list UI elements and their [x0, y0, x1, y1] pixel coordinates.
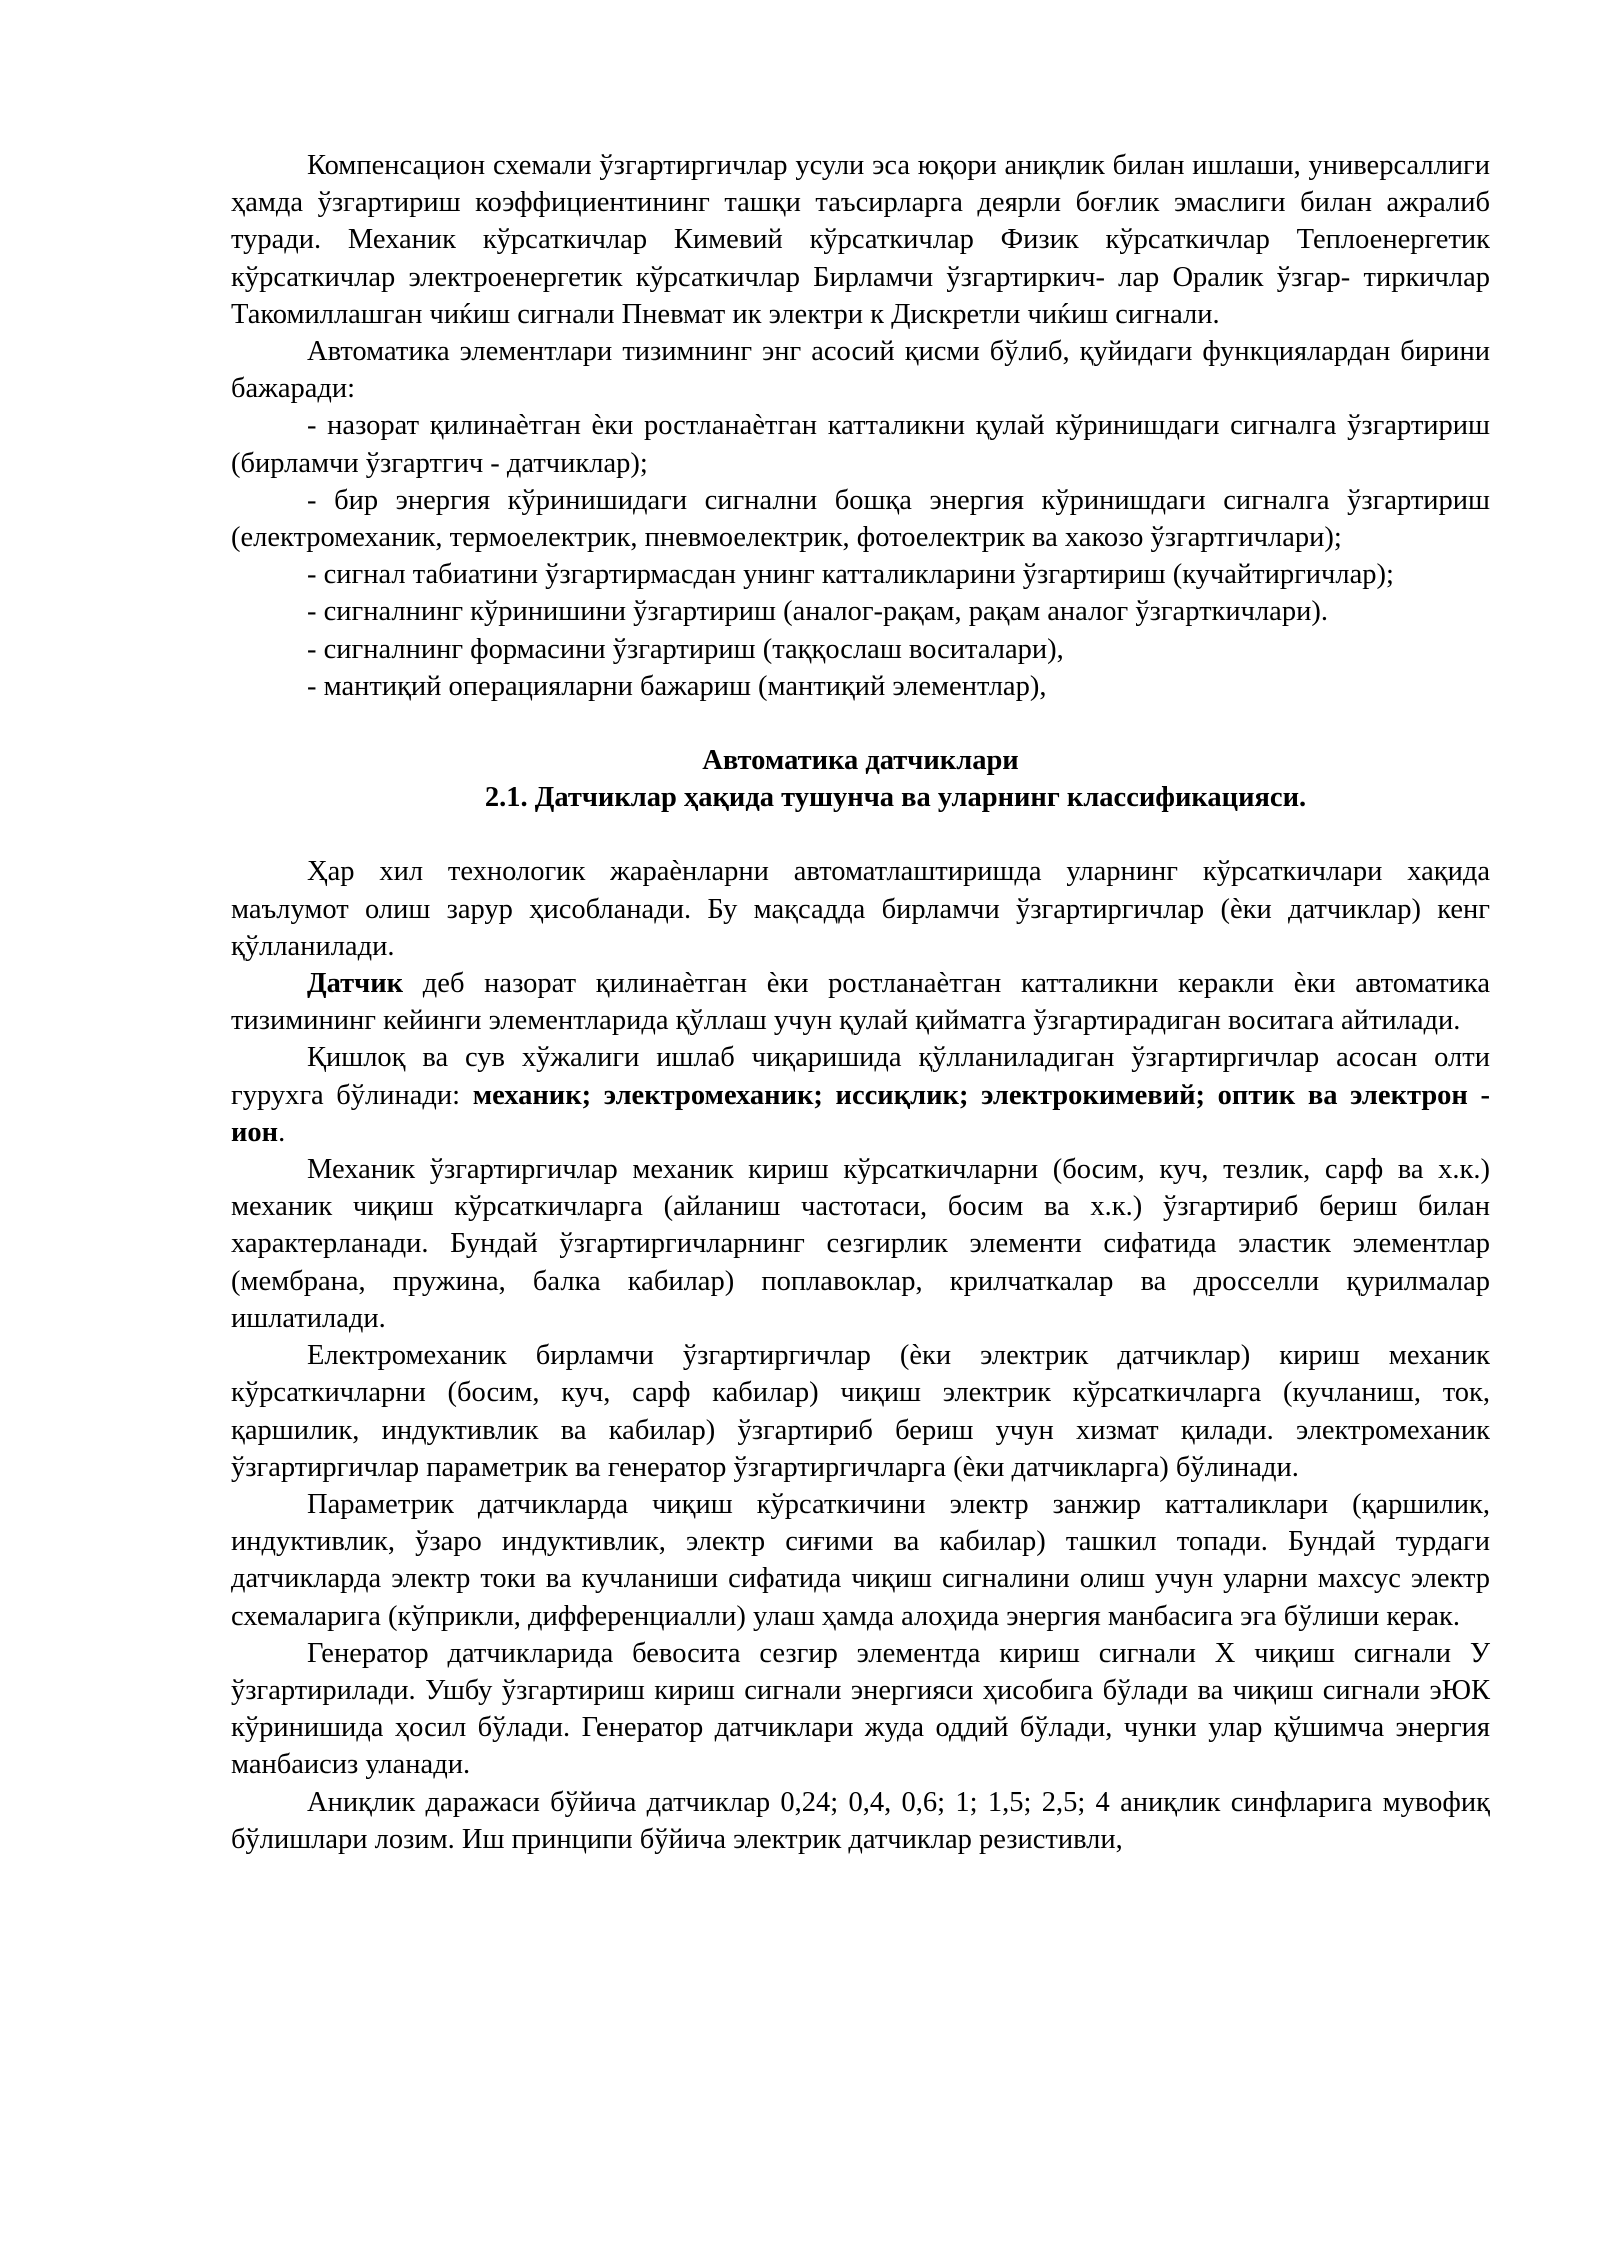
- paragraph: Параметрик датчикларда чиқиш кўрсаткичини электр занжир катталиклари (қаршилик, индуктивлик, ўзаро индуктивлик, электр сиғими ва кабилар) ташкил топади. Бундай турдаги датчикларда электр токи ва кучланиши сифатида чиқиш сигналини олиш учун уларни махсус электр схемаларига (кўприкли, дифференциалли) улаш ҳамда алоҳида энергия манбасига эга бўлиши керак.: [231, 1488, 1490, 1632]
- paragraph: Електромеханик бирламчи ўзгартиргичлар (ѐки электрик датчиклар) кириш механик кўрсаткичларни (босим, куч, сарф кабилар) чиқиш электрик кўрсаткичларга (кучланиш, ток, қаршилик, индуктивлик ва кабилар) ўзгартириб бериш учун хизмат қилади. электромеханик ўзгартиргичлар параметрик ва генератор ўзгартиргичларга (ѐки датчикларга) бўлинади.: [231, 1340, 1490, 1483]
- term-datchik: Датчик: [307, 968, 404, 1000]
- groups-list: механик; электромеханик; иссиқлик; электрокимевий; оптик ва электрон - ион: [231, 1079, 1490, 1148]
- section-subtitle: 2.1. Датчиклар ҳақида тушунча ва уларнинг классификацияси.: [484, 782, 1307, 814]
- list-item: - сигнал табиатини ўзгартирмасдан унинг катталикларини ўзгартириш (кучайтиргичлар);: [307, 559, 1394, 591]
- list-item: - сигналнинг формасини ўзгартириш (таққослаш воситалари),: [307, 633, 1064, 665]
- paragraph: Аниқлик даражаси бўйича датчиклар 0,24; 0,4, 0,6; 1; 1,5; 2,5; 4 аниқлик синфларига мувофиқ бўлишлари лозим. Иш принципи бўйича электрик датчиклар резистивли,: [231, 1786, 1490, 1855]
- section-title: Автоматика датчиклари: [702, 745, 1019, 777]
- blank-line: [231, 816, 1490, 853]
- paragraph-groups: [231, 1039, 1490, 1151]
- paragraph: Компенсацион схемали ўзгартиргичлар усули эса юқори аниқлик билан ишлаши, универсаллиги ҳамда ўзгартириш коэффициентининг ташқи таъсирларга деярли боғлик эмаслиги билан ажралиб туради. Механик кўрсаткичлар Кимевий кўрсаткичлар Физик кўрсаткичлар Теплоенергетик кўрсаткичлар электроенергетик кўрсаткичлар Бирламчи ўзгартиркич- лар Оралик ўзгар- тиркичлар Такомиллашган чиќиш сигнали Пневмат ик электри к Дискретли чиќиш сигнали.: [231, 150, 1490, 330]
- blank-line: [231, 705, 1490, 742]
- list-item: - мантиқий операцияларни бажариш (мантиқий элементлар),: [307, 670, 1047, 702]
- paragraph: Генератор датчикларида бевосита сезгир элементда кириш сигнали X чиқиш сигнали У ўзгартирилади. Ушбу ўзгартириш кириш сигнали энергияси ҳисобига бўлади ва чиқиш сигнали эЮК кўринишида ҳосил бўлади. Генератор датчиклари жуда оддий бўлади, чунки улар қўшимча энергия манбаисиз уланади.: [231, 1637, 1490, 1781]
- paragraph-definition: [231, 965, 1490, 1039]
- list-item: - бир энергия кўринишидаги сигнални бошқа энергия кўринишдаги сигналга ўзгартириш (електромеханик, термоелектрик, пневмоелектрик, фотоелектрик ва хакозо ўзгартгичлари);: [231, 484, 1490, 554]
- paragraph: Ҳар хил технологик жараѐнларни автоматлаштиришда уларнинг кўрсаткичлари хақида маълумот олиш зарур ҳисобланади. Бу мақсадда бирламчи ўзгартиргичлар (ѐки датчиклар) кенг қўлланилади.: [231, 856, 1490, 962]
- groups-end: .: [278, 1116, 286, 1148]
- paragraph: Механик ўзгартиргичлар механик кириш кўрсаткичларни (босим, куч, тезлик, сарф ва х.к.) механик чиқиш кўрсаткичларга (айланиш частотаси, босим ва х.к.) ўзгартириб бериш билан характерланади. Бундай ўзгартиргичларнинг сезгирлик элементи сифатида эластик элементлар (мембрана, пружина, балка кабилар) поплавоклар, крилчаткалар ва дросселли қурилмалар ишлатилади.: [231, 1154, 1490, 1334]
- groups-text: Қишлоқ ва сув хўжалиги ишлаб чиқаришида қўлланиладиган ўзгартиргичлар асосан олти гурухга бўлинади:: [231, 1042, 1490, 1111]
- list-item: - назорат қилинаѐтган ѐки ростланаѐтган катталикни қулай кўринишдаги сигналга ўзгартириш (бирламчи ўзгартгич - датчиклар);: [231, 410, 1490, 479]
- definition-text: деб назорат қилинаѐтган ѐки ростланаѐтган катталикни керакли ѐки автоматика тизимининг кейинги элементларида қўллаш учун қулай қийматга ўзгартирадиган воситага айтилади.: [231, 968, 1490, 1037]
- paragraph: Автоматика элементлари тизимнинг энг асосий қисми бўлиб, қуйидаги функциялардан бирини бажаради:: [231, 336, 1490, 405]
- list-item: - сигналнинг кўринишини ўзгартириш (аналог-рақам, рақам аналог ўзгарткичлари).: [307, 596, 1328, 628]
- page-content: [231, 147, 1490, 1858]
